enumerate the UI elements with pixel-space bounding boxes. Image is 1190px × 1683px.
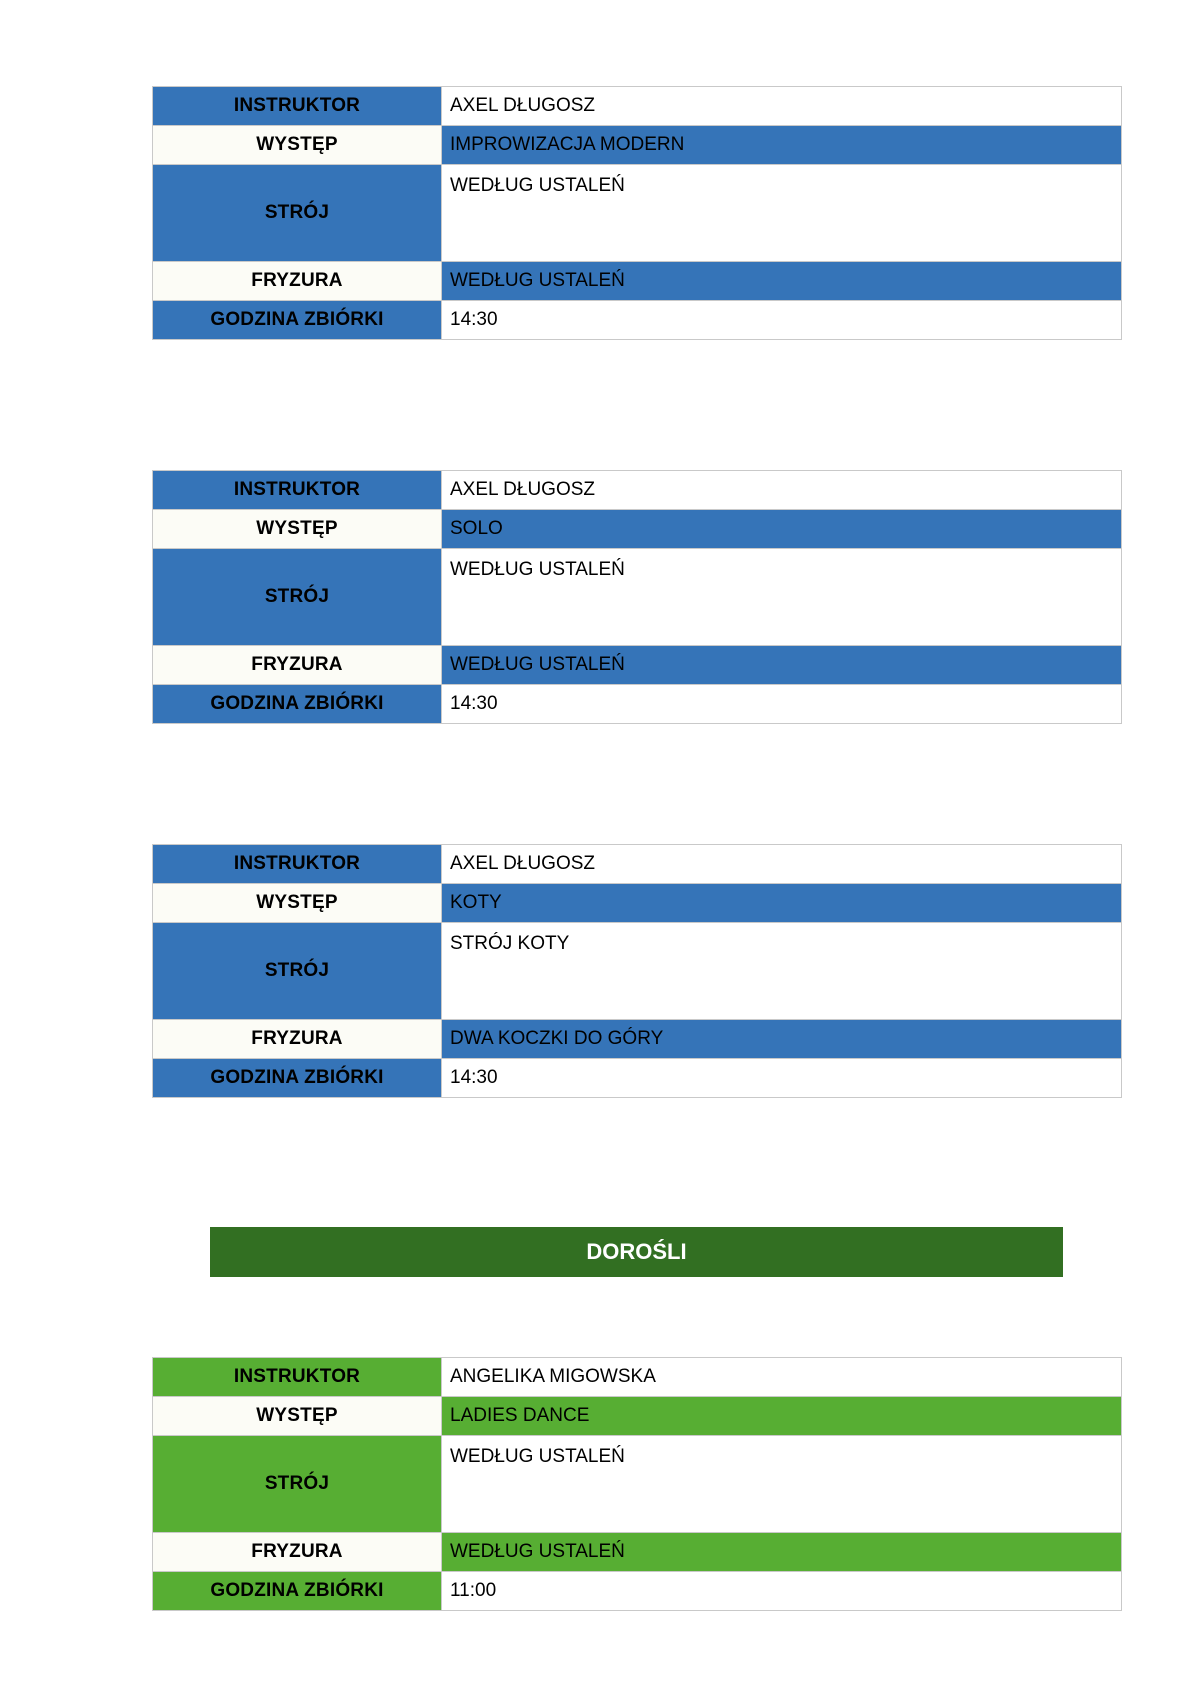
hairstyle-label: FRYZURA bbox=[153, 1533, 442, 1572]
hairstyle-value: WEDŁUG USTALEŃ bbox=[442, 646, 1122, 685]
costume-value: WEDŁUG USTALEŃ bbox=[442, 165, 1122, 262]
meeting-time-label: GODZINA ZBIÓRKI bbox=[153, 301, 442, 340]
performance-card-4 bbox=[152, 1357, 1122, 1611]
performance-label: WYSTĘP bbox=[153, 884, 442, 923]
hairstyle-label: FRYZURA bbox=[153, 646, 442, 685]
instructor-label: INSTRUKTOR bbox=[153, 1358, 442, 1397]
costume-value: WEDŁUG USTALEŃ bbox=[442, 1436, 1122, 1533]
section-title-adults: DOROŚLI bbox=[210, 1227, 1063, 1277]
hairstyle-value: WEDŁUG USTALEŃ bbox=[442, 262, 1122, 301]
instructor-label: INSTRUKTOR bbox=[153, 845, 442, 884]
hairstyle-value: WEDŁUG USTALEŃ bbox=[442, 1533, 1122, 1572]
instructor-value: AXEL DŁUGOSZ bbox=[442, 471, 1122, 510]
performance-value: KOTY bbox=[442, 884, 1122, 923]
meeting-time-value: 14:30 bbox=[442, 1059, 1122, 1098]
meeting-time-label: GODZINA ZBIÓRKI bbox=[153, 1059, 442, 1098]
performance-label: WYSTĘP bbox=[153, 126, 442, 165]
hairstyle-label: FRYZURA bbox=[153, 1020, 442, 1059]
performance-value: LADIES DANCE bbox=[442, 1397, 1122, 1436]
costume-label: STRÓJ bbox=[153, 923, 442, 1020]
costume-label: STRÓJ bbox=[153, 165, 442, 262]
hairstyle-label: FRYZURA bbox=[153, 262, 442, 301]
costume-value: WEDŁUG USTALEŃ bbox=[442, 549, 1122, 646]
instructor-value: AXEL DŁUGOSZ bbox=[442, 845, 1122, 884]
costume-label: STRÓJ bbox=[153, 549, 442, 646]
instructor-value: ANGELIKA MIGOWSKA bbox=[442, 1358, 1122, 1397]
meeting-time-label: GODZINA ZBIÓRKI bbox=[153, 1572, 442, 1611]
performance-card-3 bbox=[152, 844, 1122, 1098]
instructor-label: INSTRUKTOR bbox=[153, 87, 442, 126]
performance-value: IMPROWIZACJA MODERN bbox=[442, 126, 1122, 165]
performance-label: WYSTĘP bbox=[153, 1397, 442, 1436]
meeting-time-value: 14:30 bbox=[442, 301, 1122, 340]
meeting-time-label: GODZINA ZBIÓRKI bbox=[153, 685, 442, 724]
instructor-value: AXEL DŁUGOSZ bbox=[442, 87, 1122, 126]
performance-card-2 bbox=[152, 470, 1122, 724]
instructor-label: INSTRUKTOR bbox=[153, 471, 442, 510]
meeting-time-value: 11:00 bbox=[442, 1572, 1122, 1611]
meeting-time-value: 14:30 bbox=[442, 685, 1122, 724]
costume-label: STRÓJ bbox=[153, 1436, 442, 1533]
performance-value: SOLO bbox=[442, 510, 1122, 549]
costume-value: STRÓJ KOTY bbox=[442, 923, 1122, 1020]
performance-card-1 bbox=[152, 86, 1122, 340]
hairstyle-value: DWA KOCZKI DO GÓRY bbox=[442, 1020, 1122, 1059]
performance-label: WYSTĘP bbox=[153, 510, 442, 549]
